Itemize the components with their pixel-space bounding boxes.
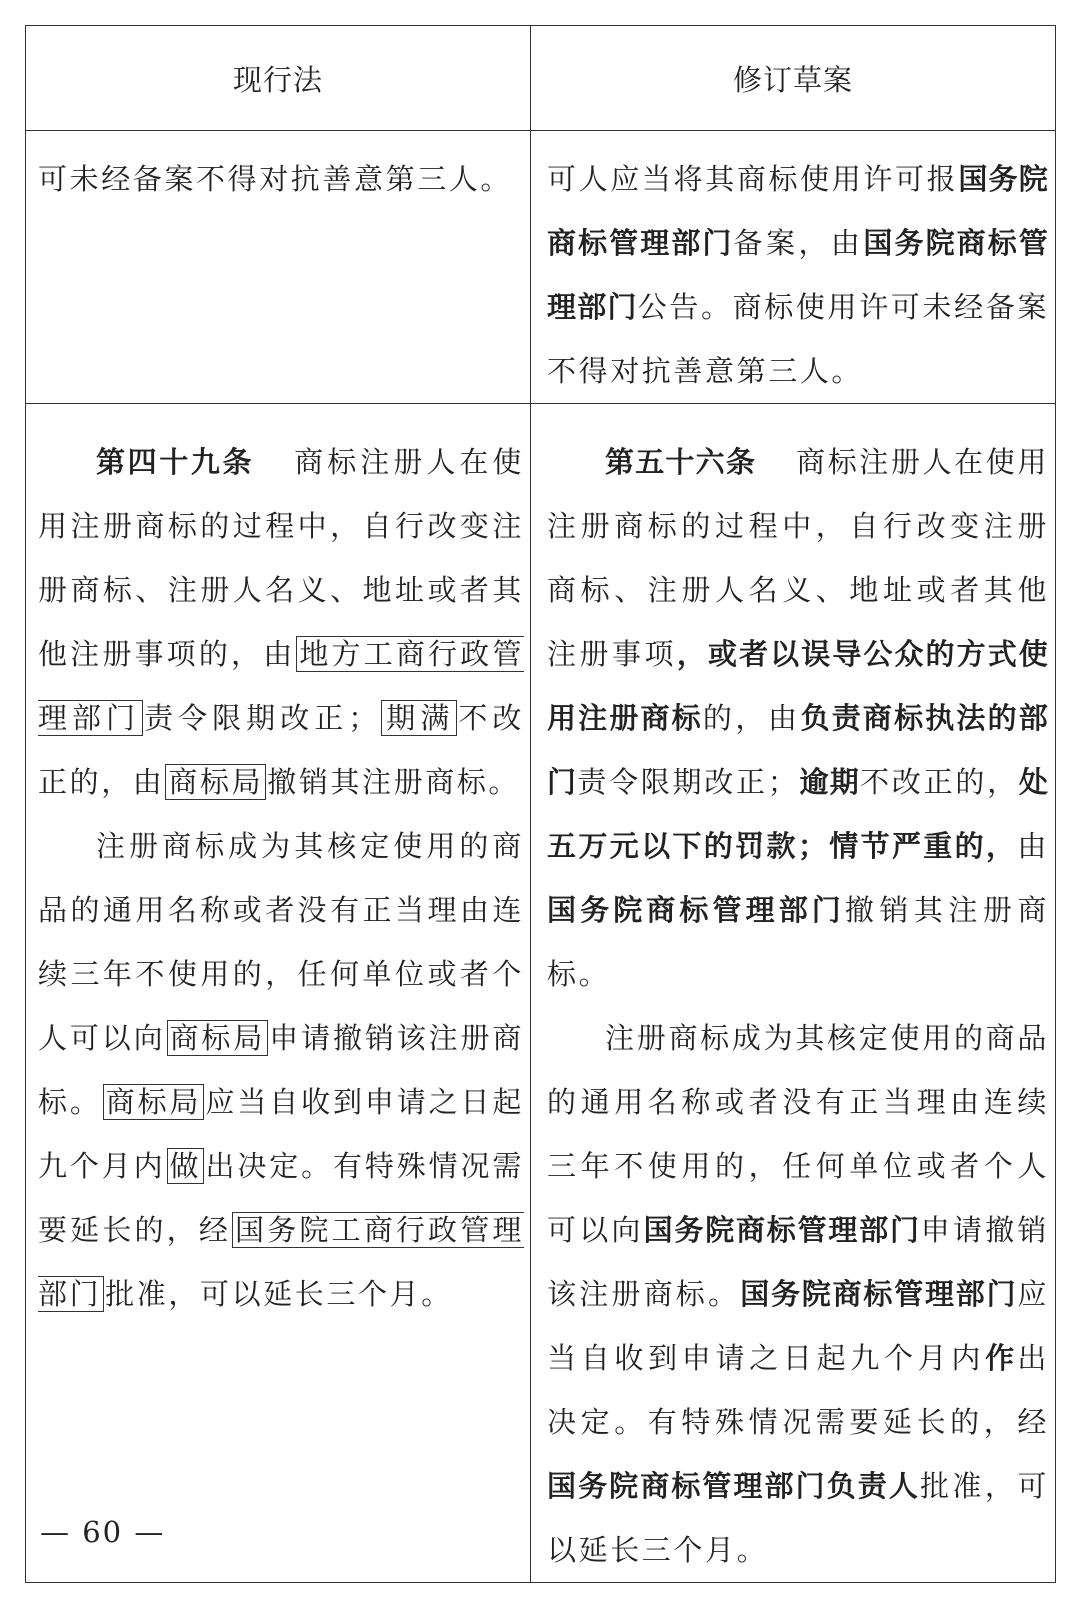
- body-text: 注册商标成为其核定使用的商品的通用名称或者没有正当理由连续三年不使用的，任何单位或者个人可以向: [547, 1021, 1049, 1247]
- row1-left-text: 可未经备案不得对抗善意第三人。: [38, 162, 513, 196]
- header-revision-draft: 修订草案: [531, 26, 1056, 131]
- bold-revision-text: ，或者以误导公众的方式使用注册商标: [547, 637, 1049, 735]
- body-text: 批准，可以延长三个月。: [105, 1277, 453, 1311]
- body-text: 不改正的，: [860, 765, 1019, 799]
- boxed-changed-text: 商标局: [165, 764, 266, 800]
- body-text: 不改正的，由: [38, 701, 525, 799]
- row1-right-text: [547, 147, 1049, 403]
- body-text: 备案，由: [733, 226, 864, 260]
- bold-revision-text: 国务院商标管理部门: [740, 1277, 1018, 1311]
- body-text: 的，由: [702, 701, 801, 735]
- body-text: 可人应当将其商标使用许可报: [547, 162, 959, 196]
- body-text: 撤销其注册商标。: [547, 893, 1049, 991]
- bold-revision-text: 国务院商标管理部门: [547, 893, 845, 927]
- bold-revision-text: 负责商标执法的部门: [547, 701, 1049, 799]
- left-paragraph-1: [38, 430, 524, 814]
- body-text: 注册商标成为其核定使用的商品的通用名称或者没有正当理由连续三年不使用的，任何单位或者个人可以向: [38, 829, 524, 1055]
- bold-revision-text: 国务院商标管理部门负责人: [547, 1469, 920, 1503]
- row2-left-cell: [26, 404, 531, 1583]
- boxed-changed-text: 国务院工商行政管理部门: [38, 1213, 524, 1311]
- table-row: [26, 131, 1056, 404]
- body-text: 应当自收到申请之日起九个月内: [547, 1277, 1049, 1375]
- body-text: 撤销其注册商标。: [267, 765, 521, 799]
- row2-right-cell: [531, 404, 1056, 1583]
- header-row: [26, 26, 1056, 131]
- bold-revision-text: 作: [985, 1341, 1018, 1375]
- page-number: — 60 —: [40, 1515, 166, 1549]
- header-current-law: 现行法: [26, 26, 531, 131]
- comparison-table: [25, 25, 1056, 1583]
- body-text: 责令限期改正；: [577, 765, 800, 799]
- body-text: 申请撤销该注册商标。: [547, 1213, 1049, 1311]
- bold-revision-text: 逾期: [799, 765, 861, 799]
- table-row: [26, 404, 1056, 1583]
- row1-left-cell: [26, 131, 531, 404]
- bold-revision-text: 国务院商标管理部门: [643, 1213, 921, 1247]
- body-text: 商标注册人在使用注册商标的过程中，自行改变注册商标、注册人名义、地址或者其他注册事项: [547, 445, 1049, 671]
- body-text: 由: [1017, 829, 1049, 863]
- boxed-changed-text: 做: [167, 1148, 205, 1184]
- row1-right-cell: [531, 131, 1056, 404]
- body-text: 批准，可以延长三个月。: [547, 1469, 1049, 1567]
- body-text: 商标注册人在使用注册商标的过程中，自行改变注册商标、注册人名义、地址或者其他注册事项的，由: [38, 445, 524, 671]
- right-paragraph-2: [547, 1006, 1049, 1582]
- body-text: 应当自收到申请之日起九个月内: [38, 1085, 524, 1183]
- bold-revision-text: 国务院商标管理部门: [547, 162, 1049, 260]
- left-paragraph-2: [38, 814, 524, 1326]
- body-text: 公告。商标使用许可未经备案不得对抗善意第三人。: [547, 290, 1049, 388]
- bold-revision-text: 处五万元以下的罚款；情节严重的，: [547, 765, 1050, 863]
- boxed-changed-text: 期满: [381, 700, 458, 736]
- body-text: 出决定。有特殊情况需要延长的，经: [547, 1341, 1049, 1439]
- right-article-number: 第五十六条: [605, 445, 757, 479]
- body-text: 出决定。有特殊情况需要延长的，经: [38, 1149, 524, 1247]
- boxed-changed-text: 商标局: [167, 1020, 269, 1056]
- bold-revision-text: 国务院商标管理部门: [547, 226, 1050, 324]
- body-text: 申请撤销该注册商标。: [38, 1021, 524, 1119]
- boxed-changed-text: 地方工商行政管理部门: [38, 637, 524, 735]
- body-text: 责令限期改正；: [144, 701, 380, 735]
- right-paragraph-1: [547, 430, 1049, 1006]
- boxed-changed-text: 商标局: [103, 1084, 205, 1120]
- left-article-number: 第四十九条: [96, 445, 255, 479]
